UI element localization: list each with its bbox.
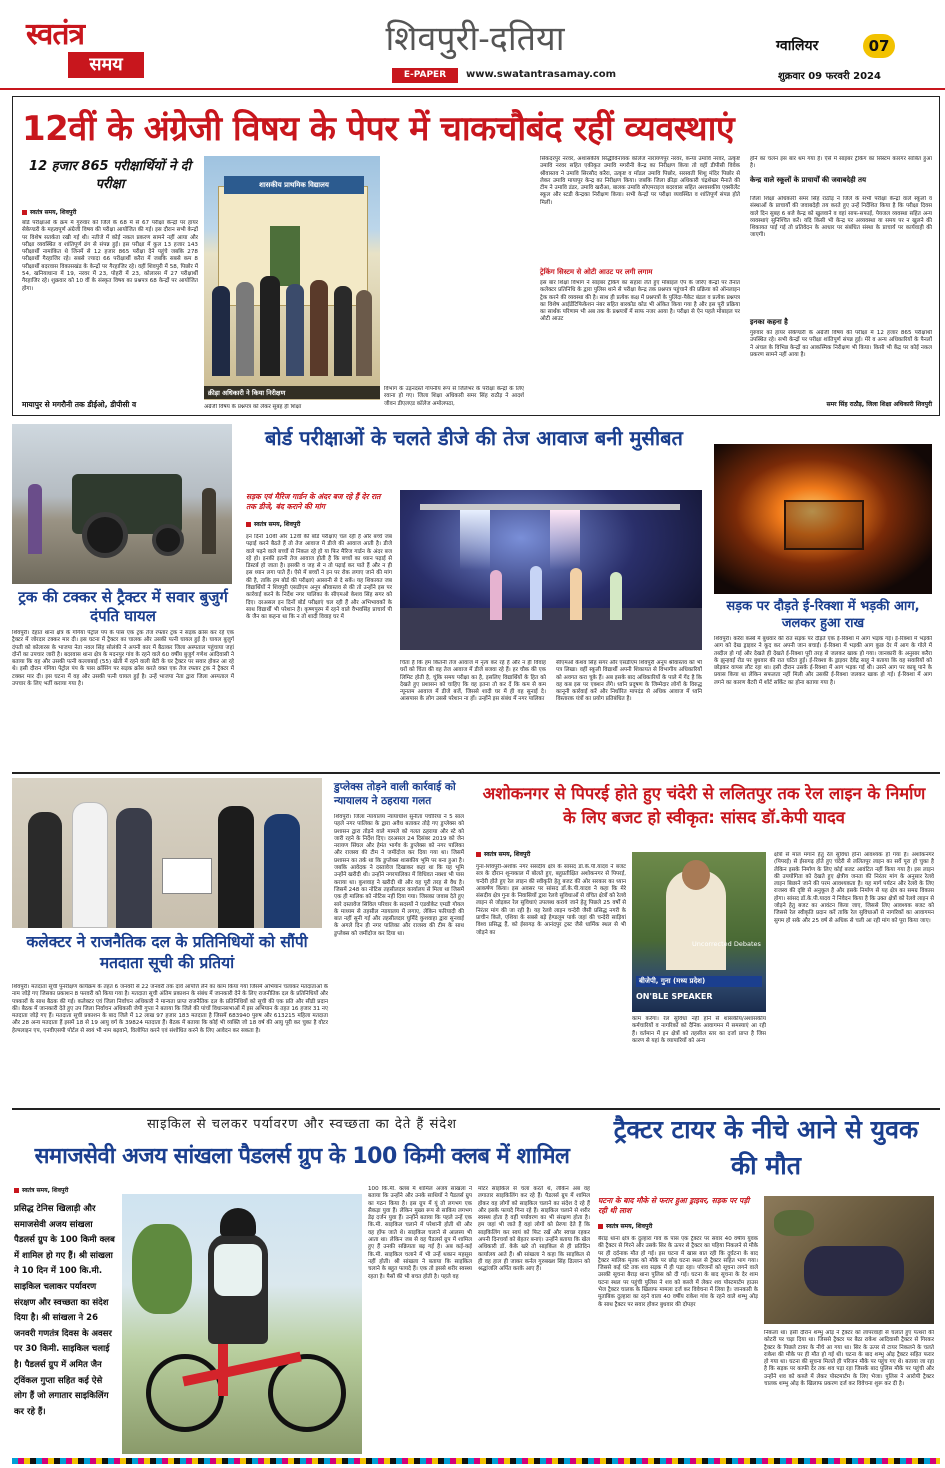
dancer [530,566,542,620]
bicycle-frame [218,1344,228,1396]
story9-col1: बैराड़ थाना क्षेत्र के दुल्हारा गांव के पास एक ट्रैक्टर पर सवार 40 वर्षीय युवक की ट्रैक्टर से गिरने और उसके सिर के ऊपर से ट्रैक्टर का पहिया निकलने से मौके पर ही दर्दनाक मौत हो गई। इस घटना में खास बात रही कि दुर्घटना के बाद ट्रैक्टर मालिक मृतक को मौके पर छोड़ घटना स्थल से ट्रैक्टर सहित भाग गया। जिससे कई घंटे तक शव सड़क में ही पड़ा रहा। परिजनों को सूचना लगने वाले उसकी सूचना बैराड़ थाना पुलिस को दी गई। घटना के बाद सूचना के देर शाम घटना स्थल पर पहुंची पुलिस ने शव को कब्जे में लेकर शव पोस्टमार्टम हाउस भेज ट्रैक्टर चालक के खिलाफ मामला दर्ज कर विवेचना में लिया है। जानकारी के मुताबिक दुल्हारा का रहने वाला 40 वर्षीय राकेश गांव के रहने वाले शम्भु ओड़ के साथ ट्रैक्टर पर सवार होकर बुधवार की दोपहर [598,1236,758,1308]
story1-col4b: जिला शिक्षा अधिकारी समर सिंह राठौड़ ने जिले के सभी परीक्षा केन्द्रों वाले स्कूलों व संस्थाओं के प्राचार्यों की जवाबदेही तय करते हुए उन्हें निर्देशित किया है कि परीक्षा दिवस वाले दिन सुबह 6 बजे केन्द्र को खुलवाने व वहां साफ-सफाई, पेयजल व्यवस्था सहित अन्य व्यवस्थाएं सुनिश्चित करें। यदि किसी भी केन्द्र पर अव्यवस्था या समय पर न खुलने की शिकायत पाई गई तो प्रतिवेदन के आधार पर संबंधित संस्था के प्राचार्य पर कार्यवाही की जाएगी। [750,196,932,239]
story3-col1: इन दिनों 10वीं और 12वीं की बोर्ड परीक्षाएं चल रही हैं और बच्चे जब पढ़ाई करने बैठते हैं तो तेज आवाज में डीजे की आवाज आती है। डीजे वाले पढ़ने वाले बच्चों से निकल रहे हो या फिर मैरिज गार्डन के अंदर बज रहे हो। इनकी इतनी तेज आवाज होती है कि बच्चों का ध्यान पढ़ाई से डिस्टर्ब हो जाता है। इसकी व जह से न तो पढ़ाई कर पाते हैं और न ही इस ध्यान लगा पाते हैं। ऐसे में बच्चों ने इन पर रोक लगाए जाने की मांग की है, ताकि हम बोर्ड की परीक्षाएं आसानी से दे सकें। यह शिकायत जब विद्यार्थियों ने शिवपुरी एसडीएम अनूप श्रीवास्तव से की तो उन्होंने इस पर कार्रवाई करने के निर्देश नगर पालिका के सीएमओ केशव सिंह सगर को दिए। दरअसल इन दिनों बोर्ड परीक्षाएं चल रही हैं और अभिभावकों के साथ विद्यार्थी भी परेशान है। कृष्णपुरम में रहने वाले वैभवसिंह प्राचार्य पी के जैन का कहना था कि न तो शादी विवाह घर में [246,534,392,621]
story3-kicker: सड़क एवं मैरिज गार्डन के अंदर बज रहे हैं देर रात तक डीजे, बंद कराने की मांग [246,492,381,511]
story7-byline [476,850,626,858]
issue-date: शुक्रवार 09 फरवरी 2024 [778,71,881,82]
story9-photo [764,1196,934,1324]
footer-color-strip [12,1458,940,1464]
story1-photo-caption: क्रीड़ा अधिकारी ने किया निरीक्षण [204,386,380,399]
story8-headline: समाजसेवी अजय सांखला पैडलर्स ग्रुप के 100 किमी क्लब में शामिल [34,1144,570,1169]
city-label: ग्वालियर [776,38,819,54]
logo-line2: समय [89,54,123,75]
story3-photo [400,490,702,650]
story8-col1: 100 कि.मी. क्लब में शामिल अजय सांखला ने बताया कि उन्होंने और उनके साथियों ने पैडलर्स ग्रुप का गठन किया है। इस ग्रुप में यूं तो लगभग एक सैकड़ा युवा हैं। लेकिन मुख्य रूप से साकिय लगभग डेढ़ दर्जन युवा हैं। उन्होंने बताया कि पहले उन्हें एक कि.मी. साइकिल चलाने में परेशानी होती थी और वह हॉफ जाते थे। साइकिल चलाने से आलस्य भी आता था। लेकिन जब से वह पैडलर्स ग्रुप में शामिल हुए हैं उनकी सक्रियता बढ़ गई है। अब कई-कई कि.मी. साइकिल चलाने में भी उन्हें थकान महसूस नहीं होती। श्री सांखला ने बताया कि साइकिल चलाने के बहुत फायदे हैं। एक तो इससे शरीर स्वस्थ्य रहता है। पैसों की भी बचत होती है। पहले वह [368,1186,472,1280]
story4-headline: सड़क पर दौड़ते ई-रिक्शा में भड़की आग, जलकर हुआ राख [726,599,920,631]
bicycle-wheel [146,1354,224,1432]
story1-col3a: सिकंदरपुर नरवर, अशासकीय सिद्धीविनायक कॉलेज नारायणपुर नरवर, कन्या उमावि नरवर, उत्कृष्ट उमावि नरवर सहित एकीकृत उमावि मगरौनी केन्द्र का निरीक्षण किया तो वहीं डीपीसी विवेक श्रीवास्तव ने उमावि सिरसौद करैरा, उत्कृष्ट व मॉडल उमावि पिछोर, सरस्वती शिशु मंदिर पिछोर से लेकर उमावि मायापुर केन्द्र का निरीक्षण किया। जबकि जिला क्रीड़ा अधिकारी चंद्रशेखर मैनाते की टीम ने उमावि डंडर, उमावि खरौआ, बालक उमावि सोएमराइज बदरवास सहित अशासकीय एक्सीलेंट स्कूल और स्टडी केन्द्रका निरीक्षण किया। सभी केन्द्रों पर परीक्षा व्यवस्थित व शांतिपूर्ण संपन्न होते मिलीं। [540,156,740,206]
story7-headline: अशोकनगर से पिपरई होते हुए चंदेरी से ललितपुर तक रेल लाइन के निर्माण के लिए बजट हो स्वीकृत: सांसद डॉ.केपी यादव [482,784,926,827]
section-rule [12,772,940,774]
epaper-badge [392,68,458,83]
mp-head [682,860,710,890]
person-figure [334,286,352,376]
officials-group [208,276,376,386]
story7-photo [632,852,766,1012]
person-figure [28,812,62,928]
story9-byline-text: स्वतंत्र समय, शिवपुरी [606,1223,653,1230]
story1-sub3: ट्रेकिंग सिस्टम से ओटी आउट पर लगी लगाम [540,268,653,276]
story2-headline: ट्रक की टक्कर से ट्रैक्टर में सवार बुजुर्ग दंपति घायल [18,588,228,625]
story7-col2: काम करेगा। रेल सुविधा नहीं होने से शासकीय/अशासकीय कर्मचारियों व नागरिकों को दैनिक आवागमन में समस्याएं आ रही हैं। वर्तमान में इन क्षेत्रों को तहसील स्तर का दर्जा प्राप्त है जिस कारण से यहां के व्यापारियों को अन्य [632,1016,766,1044]
story1-photo [204,156,380,400]
dancer [570,568,582,620]
tree [132,1224,192,1314]
story2-body: शिवपुरी। देहात थाना क्षेत्र के गंगिया पेट्रोल पंप के पास एक ट्रक तेज रफ्तार ट्रक ने सड़क क्रॉस कर रहे एक ट्रैक्टर में जोरदार टक्कर मार दी। इस घटना में ट्रैक्टर का चालक और उसकी पत्नी घायल हुई है। घायल बुजुर्ग दंपती को कोलारस के भाजपा नेता नवल सिंह सोलंकी ने अपनी कार में बैठाकर जिला अस्पताल पहुंचाया जहां दोनों का उपचार जारी है। बदरवास थाना क्षेत्र के मदनपुर गांव के रहने वाले 60 वर्षीय बुजुर्ग गणेश आदिवासी ने बताया कि वह और उसकी पत्नी कल्लाबाई (55) खेती में रहने वाली बेटी के घर ट्रैक्टर पर सवार होकर आ रहे थे। इसी दौरान गंगिया पेट्रोल पंप के पास क्रॉसिंग पर सड़क क्रॉस करते वक्त एक तेज रफ्तार ट्रक ने ट्रैक्टर में टक्कर मार दी। इस घटना में वह और उसकी पत्नी घायल हुई है। उन्हें भाजपा नेता द्वारा जिला अस्पताल में उपचार के लिए भर्ती कराया गया है। [12,630,234,688]
story1-body: बोर्ड परीक्षाओं के क्रम में गुरुवार को जिले के 68 में से 67 परीक्षा केन्द्रों पर हायर सेकेण्डरी के महत्वपूर्ण अंग्रेजी विषय की परीक्षा आयोजित की गई। इस दौरान सभी केन्द्रों पर विशेष सतर्कता रखी गई थी। नतीजे में कोई नकल प्रकरण सामने नहीं आया और परीक्षा व्यवस्थित व शांतिपूर्ण ढंग से संपन्न हुई। इस परीक्षा में कुल 13 हजार 143 परीक्षार्थी नामांकित थे जिनमें से 12 हजार 865 परीक्षा देने पहुंचे जबकि 278 परीक्षार्थी गैरहाजिर रहे। सबसे ज्यादा 66 परीक्षार्थी करैरा में जबकि सबसे कम 8 परीक्षार्थी बदरवास विकासखंड के केन्द्रों पर गैरहाजिर रहे। वहीं शिवपुरी में 58, पिछोर में 54, खनियाधाना में 19, नरवर में 23, पोहरी में 23, कोलारस में 27 परीक्षार्थी गैरहाजिर रहे। शुक्रवार को 10 वीं के संस्कृत विषय का प्रश्नपत्र 68 केन्द्रों पर आयोजित होगा। [22,220,198,292]
story8-strap: साइकिल से चलकर पर्यावरण और स्वच्छता का देते हैं संदेश [147,1117,457,1132]
person-figure [72,802,108,928]
story1-col4c: गुरुवार को हायर सेकेण्डरी के अंग्रेजी विषय की परीक्षा में 12 हजार 865 परीक्षार्थी उपस्थित रहे। सभी केन्द्रों पर परीक्षा शांतिपूर्ण संपन्न हुई। मेरे व अन्य अधिकारियों के पैनलों ने अंचल के विभिन्न केन्द्रों का आकस्मिक निरीक्षण भी किया। किसी भी केंद्र पर कोई नकल प्रकरण सामने नहीं आया है। [750,330,932,358]
story1-photo-tail: अंग्रेजी विषय के प्रश्नपत्र को लेकर सुबह ही शिक्षा [204,404,302,410]
school-sign-board [224,176,364,194]
story1-byline [22,208,198,216]
tractor-wheel [152,524,184,556]
story7-col1: गुना-शिवपुरी-अशोक नगर संसदीय क्षेत्र के सांसद डॉ.के.पी.यादव ने बजट सत्र के दौरान शून्यकाल में बोलते हुए, बहुप्रतीक्षित अशोकनगर से पिपरई, चन्देरी होते हुए रेल लाइन की स्वीकृति हेतु बजट की ओर सरकार का ध्यान आकर्षण किया। इस अवसर पर सांसद डॉ.के.पी.यादव ने कहा कि मेरे संसदीय क्षेत्र गुना के निवासियों द्वारा रेलवे सुविधाओं से वंचित क्षेत्रों को रेलवे लाइन से जोड़कर रेल सुविधाएं उपलब्ध कराये जाने हेतु पिछले 25 वर्षों से निरंतर मांग की जा रही है। यह रेलवे लाइन चन्देरी जैसी प्रसिद्ध नगरी के प्राचीन किले, एशिया के सबसे बड़े हेण्डलूम पार्क जहां की चन्देरी साड़ियां विश्व प्रसिद्ध हैं, को ईसागढ़ के आनंदपुर ट्रस्ट जैसे धार्मिक स्थल से भी जोड़ने का [476,864,626,936]
ground-debris [774,1210,814,1236]
story1-sub4a: केन्द्र वाले स्कूलों के प्राचार्यों की जवाबदेही तय [750,176,867,184]
story7-byline-text: स्वतंत्र समय, शिवपुरी [484,851,531,858]
byline-marker [22,210,27,215]
person-figure [264,814,300,928]
story4-body: शिवपुरी। करैरा कस्बे में बुधवार की रात सड़क पर दौड़ते एक ई-रिक्शा में आग भड़क गई। ई-रिक्शा में भड़की आग को देख ड्राइवर ने कूद कर अपनी जान बचाई। ई-रिक्शा में भड़की आग कुछ देर में आग के गोले में तब्दील हो गई और देखते ही देखते ई-रिक्शा पूरी तरह से जलकर खाक हो गया। जानकारी के अनुसार करैरा के झुन्हवई रोड पर बुधवार की रात घटित हुई। ई-रिक्शा के ड्राइवर देवेंद्र साहू ने बताया कि वह सवारियों को छोड़कर वापस लौट रहा था। इसी दौरान उसके ई-रिक्शा में आग भड़क गई थी। उसने आग पर काबू पाने के प्रयास किया था लेकिन सफलता नहीं मिली और उसकी ई-रिक्शा जलकर खाक हो गई। ई-रिक्शा में आग लगने का कारण बैटरी में शॉर्ट सर्किट का होना बताया गया है। [714,636,932,686]
person-figure [236,282,254,376]
cyclist-jersey [214,1244,262,1296]
story2-photo [12,424,232,584]
bystander [202,488,216,554]
dancer [610,572,622,620]
byline-marker [14,1188,19,1193]
story9-col2: निकला था। इसी दौरान शम्भु ओड़ ने ट्रैक्टर को लापरवाही से चलाते हुए पत्थरों की कोटरी पर चढ़ा दिया था। जिससे ट्रैक्टर पर बैठा राकेश आदिवासी ट्रैक्टर से गिरकर ट्रैक्टर के पिछले टायर के नीचे आ गया था। सिर के ऊपर से टायर निकलने के चलते राकेश की मौके पर ही मौत हो गई थी। घटना के बाद शम्भु ओड़ ट्रैक्टर सहित फरार हो गया था। घटना की सूचना मिलते ही परिजन मौके पर पहुंच गए थे। बताया जा रहा है कि सड़क पर काफी देर तक शव पड़ा रहा जिसके बाद पुलिस मौके पर पहुंची और उन्होंने शव को कब्जे में लेकर पोस्टमार्टम के लिए भेजा। पुलिस ने आरोपी ट्रैक्टर चालक शम्भु ओड़ के खिलाफ प्रकरण दर्ज कर विवेचना शुरू कर दी है। [764,1330,934,1388]
person-figure [286,284,304,376]
burning-vehicle [784,500,864,550]
page-number: 07 [868,37,890,55]
document-stack [162,858,212,894]
byline-marker [598,1224,603,1229]
story8-byline [14,1186,214,1194]
story1-sub4b: इनका कहना है [750,318,788,326]
story9-byline [598,1222,758,1230]
person-figure [218,806,254,928]
stage-light [460,510,490,570]
story8-highlight: प्रसिद्ध टेनिस खिलाड़ी और समाजसेवी अजय सांखला पैडलर्स ग्रुप के 100 किमी क्लब में शामिल हो गए हैं। श्री सांखला ने 10 दिन में 100 कि.मी. साइकिल चलाकर पर्यावरण संरक्षण और स्वच्छता का संदेश दिया है। श्री सांखला ने 26 जनवरी गणतंत्र दिवस के अवसर पर 30 किमी. साइकिल चलाई है। पैडलर्स ग्रुप में अमित जैन ट्विंकल गुप्ता सहित कई ऐसे लोग हैं जो लगातार साइकिलिंग कर रहे हैं। [14,1204,115,1417]
story5-body: शिवपुरी। मतदाता सूची पुनरीक्षण कार्यक्रम के तहत 6 जनवरी से 22 जनवरी तक दावे आपत्ति लेने का काम किया गया जिसमें अभियान चलाकर मतदाताओं के नाम जोड़े गए जिसका प्रकाशन 8 फरवरी को किया गया है। मतदाता सूची अंतिम प्रकाशन के संबंध में जानकारी देने के लिए राजनीतिक दल के प्रतिनिधियों और पत्रकारों के साथ बैठक की गई। कलेक्टर एवं जिला निर्वाचन अधिकारी ने मान्यता प्राप्त राजनैतिक दल के प्रतिनिधियों को सूची की एक प्रति और सीडी प्रदान की। बैठक में जानकारी देते हुए उप जिला निर्वाचन अधिकारी जेपी गुप्ता ने बताया कि जिले की पांचों विधानसभाओं में इस अभियान के तहत 16 हजार 31 नए मतदाता जोड़े गए हैं। मतदाता सूची प्रकाशन के बाद जिले में 12 लाख 97 हजार 183 मतदाता है जिसमें 683940 पुरुष और 613215 महिला मतदाता और 28 अन्य मतदाता हैं इसमें 18 से 19 आयु वर्ग के 39824 मतदाता हैं। बैठक में बताया कि कोई भी व्यक्ति जो 18 वर्ष की आयु पूरी कर चुका है वोटर हेल्पलाइन एप, एनवीएसपी पोर्टल से स्वयं भी नाम बढ़वाने, विलोपित करने एवं संशोधित करने के लिए आवेदन कर सकता है। [12,984,328,1034]
screen-banner-1: Uncorrected Debates [692,940,761,948]
story7-col3: क्षेत्रों से माल मंगाने हेतु रेल सुविधा होना आवश्यक हो गया है। अशोकनगर (पिपरई) से ईसागढ़ होते हुए चंदेरी से ललितपुर लाइन का सर्वे पूरा हो चुका है लेकिन इसके निर्माण के लिए कोई बजट आवंटित नहीं किया गया है। इस लाइन की उपयोगिता को देखते हुए क्षेत्रीय जनता की निरंतर मांग के अनुसार रेलवे लाइन बिछाने जाने की परम आवश्यकता है। यह मार्ग पर्यटन और रेलवे के लिए राजस्व की दृष्टि से अनुकूल है और इसके निर्माण से यह क्षेत्र का समग्र विकास होगा। सांसद डॉ.के.पी.यादव ने निवेदन किया है कि उक्त क्षेत्रों को रेलवे लाइन से जोड़ने हेतु बजट का आवंटन किया जाए, जिससे लिए आवश्यक बजट को जिससे रेल स्वीकृति प्रदान करें ताकि रेल सुविधाओं से नागरिकों का आवागमन सुगम हो सके और 25 वर्ष से अधिक से चली आ रही मांग को पूरा किया जाए। [774,852,934,924]
masthead-rule [0,88,945,90]
story6-body: शिवपुरी। जिला न्यायालय न्यायाधीश सुनीता पचौरिया ने 5 साल पहले नगर पालिका के द्वारा अवैध बताकर तोड़े गए डुप्लेक्स को प्रशासन द्वारा तोड़ने वाले मामले को गलत ठहराया और स्टे को जारी रहने के निर्देश दिए। दरअसल 24 दिसंबर 2019 को जेन नरायण सिंघल और हेमंत भार्गव के डुप्लेक्स को नगर पालिका और राजस्व की टीम ने जमींदोज कर दिया गया था। जिसमें प्रशासन का तर्क था कि डुप्लेक्स शासकीय भूमि पर बना हुआ है। जबकि आवेदक ने दस्तावेज दिखाकर कहा था कि यह भूमि उन्होंने खरीदी थी। उन्होंने नगरपालिका में विधिवत नक्शा भी पास कराया था। कुशवाह ने खरीदी थी और वह पूरी तरह से वैध है। जिसमें 248 का नोटिस तहसीलदार कार्यालय से मिला था जिसमें एक ही मालिक को नोटिस नहीं दिया गया। जिसका जवाब देते हुए सारे दस्तावेज सिविल परिवार के सदस्यों ने एडवोकेट एमडी गोयल के माध्यम से तहसील न्यायालय में लगाए, लेकिन फरियादी की बात नहीं सुनी गई और तहसीलदार घुर्मिंदे कुशवाहा द्वारा सुनवाई के अगले दिन ही नगर पालिका और राजस्व की टीम के साथ डुप्लेक्स को जमींदोज कर दिया था। [334,814,464,937]
edition-title: शिवपुरी-दतिया [385,19,565,59]
person-figure [260,276,280,376]
story1-headline: 12वीं के अंग्रेजी विषय के पेपर में चाकचौबंद रहीं व्यवस्थाएं [22,109,735,149]
story1-col3b: इस बार शिक्षा विभाग ने साइबर ट्रेकिंग का सहारा लेते हुए मोबाइल ऐप के जरिए केन्द्रों पर तैनात कलेक्टर प्रतिनिधि के द्वारा पुलिस थाने से परीक्षा केन्द्र तक प्रश्नपत्र पहुंचाने की प्रक्रिया को ऑनलाइन ट्रेक करने की व्यवस्था की है। साथ ही प्रत्येक कक्ष में प्रश्नपत्रों के पुलिंदा-पैकेट बंडल व प्रत्येक प्रश्नपत्र का विशेष आईडेंटिफिकेशन नंबर सहित बारकोड कोड भी अंकित किया गया है और इस पूरी प्रक्रिया का सार्थक परिणाम भी अब तक के प्रश्नपत्रों में साफ नजर आया है। परीक्षा से ऐन पहले मोबाइल पर ओटी आउट [540,280,740,323]
byline-marker [246,522,251,527]
story1-col4a: होने का चलन इस बार थम गया है। ऐसे में साइबर ट्रेकिंग का सिस्टम कारगर साबित हुआ है। [750,156,932,170]
tractor-wheel [82,512,128,558]
story8-byline-text: स्वतंत्र समय, शिवपुरी [22,1187,69,1194]
story1-quote-by: समर सिंह राठौड़, जिला शिक्षा अधिकारी शिवपुरी [826,401,932,408]
story1-col2: विभाग के उड़नदस्ते गोपनीय रूप से जिलेभर के परीक्षा केन्द्रों के लिए रवाना हो गए। जिला शिक्षा अधिकारी समर सिंह राठौड़ ने आदर्श जीवन डीएलएड कॉलेज अमोलपठा, [384,386,524,407]
byline-marker [476,852,481,857]
story8-photo [122,1194,362,1454]
bystander [28,484,42,554]
person-figure [212,286,230,376]
person-figure [116,808,152,928]
person-figure [310,280,328,376]
cyclist-helmet [220,1208,256,1236]
stage-floor [400,608,702,650]
epaper-label: E-PAPER [403,70,447,80]
dancer [490,570,502,620]
story8-col2: मोटर साइकिल से चला करते थे, लेकिन अब वह लगातार साइकिलिंग कर रहे हैं। पैडलर्स ग्रुप में शामिल होकर वह लोगों को साइकिल चलाने का संदेश दे रहे हैं और इसके फायदे गिना रहे हैं। साइकिल चलाने से शरीर स्वस्थ्य होता है वहीं पर्यावरण का भी संरक्षण होता है। हम जहां भी जाते हैं वहां लोगों को प्रेरणा देते हैं कि साइकिलिंग कर स्वयं को फिट रखें और स्वच्छ रहकर अपनी दिनचर्या को बेहतर बनाएं। उन्होंने बताया कि खेल अधिकारी डॉ. केके खरे तो साइकिल से ही प्रतिदिन कार्यालय आते हैं। श्री सांखला ने कहा कि साइकिल से ही वह हाल ही जाकर कर्नल गुरुबख्श सिंह ढिल्लन को श्रद्धांजलि अर्पित करके आए हैं। [478,1186,590,1273]
screen-banner-2: बीजेपी, गुना (मध्य प्रदेश) [636,976,762,987]
story6-headline: डुप्लेक्स तोड़ने वाली कार्रवाई को न्यायालय ने ठहराया गलत [334,781,456,807]
cloth-covered-body [804,1246,904,1296]
website-link[interactable]: www.swatantrasamay.com [466,69,617,80]
logo-line1: स्वतंत्र [26,17,85,52]
story1-bottom-kicker: मायापुर से मगरौनी तक डीईओ, डीपीसी व [22,400,137,409]
stage-light [550,510,580,570]
story3-headline: बोर्ड परीक्षाओं के चलते डीजे की तेज आवाज बनी मुसीबत [265,426,683,450]
story3-byline [246,520,392,528]
section-rule [12,1108,940,1110]
screen-banner-3: ON'BLE SPEAKER [636,992,713,1001]
story1-byline-text: स्वतंत्र समय, शिवपुरी [30,209,77,216]
story3-col3: सीएमओ केशव सिंह सगर और एसडीएम शिवपुरी अनूप श्रीवास्तव को भी पत्र लिखा। वहीं स्कूली विद्यार्थी अपनी शिकायत से विभागीय अधिकारियों को अवगत करा चुके हैं। अब इसके बाद अधिकारियों के पाले में गेंद है कि वह कब इस पर एक्शन लेंगे। ध्वनि प्रदूषण के जिम्मेदार लोगों के विरुद्ध कानूनी कार्रवाई करें और निर्धारित मापदंड से अधिक आवाज में ध्वनि विस्तारक यंत्रों का प्रयोग प्रतिबंधित है। [556,660,702,703]
story9-headline: ट्रैक्टर टायर के नीचे आने से युवक की मौत [613,1115,919,1180]
story5-headline: कलेक्टर ने राजनैतिक दल के प्रतिनिधियों को सौंपी मतदाता सूची की प्रतियां [26,933,308,972]
story4-photo [714,444,932,594]
logo-line2-box [68,52,144,78]
story1-kicker: 12 हजार 865 परीक्षार्थियों ने दी परीक्षा [29,159,191,192]
story3-col2: चिंता है कि हम कितनी तेज आवाज में नृत्य कर रहे हैं और न ही विवाह घरों को चिंता की वह तेज आवाज में डीजे बजवा रहे हैं। हर चौक की एक लिमिट होती है, चूंकि समय परीक्षा का है, इसलिए विद्यार्थियों के हित को देखते हुए प्रशासन को चाहिए कि वह इतना तो कर दें कि कम से कम न्यूनतम आवाज में डीजे बजें, जिससे शादी घर में ही वह सुनाई दे। आसपास के लोग उससे परेशान ना हों। उन्होंने इस संबंध में नगर पालिका [400,660,546,703]
logo [26,12,156,86]
person-figure [356,290,372,376]
story3-byline-text: स्वतंत्र समय, शिवपुरी [254,521,301,528]
page-number-badge [863,34,895,58]
story9-kicker: घटना के बाद मौके से फरार हुआ ड्राइवर, सड़क पर पड़ी रही थी लाश [598,1196,750,1215]
masthead [0,0,945,90]
story5-photo [12,778,322,928]
school-sign-text: शासकीय प्राथमिक विद्यालय [259,181,329,189]
